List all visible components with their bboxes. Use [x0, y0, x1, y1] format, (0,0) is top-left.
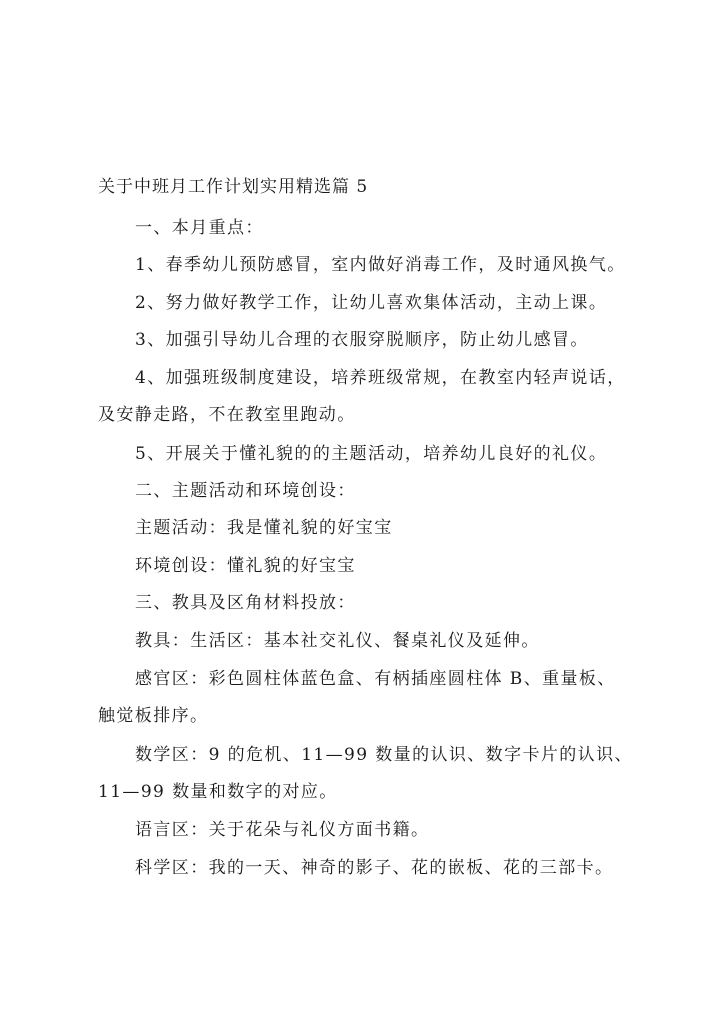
section-heading-theme: 二、主题活动和环境创设：: [135, 481, 356, 501]
theme-activity-line: 主题活动：我是懂礼貌的好宝宝: [135, 518, 393, 538]
section-heading-focus: 一、本月重点：: [135, 218, 264, 238]
materials-life-area: 教具：生活区：基本社交礼仪、餐桌礼仪及延伸。: [135, 631, 540, 651]
environment-line: 环境创设：懂礼貌的好宝宝: [135, 556, 356, 576]
materials-sensory-area: 感官区：彩色圆柱体蓝色盒、有柄插座圆柱体 B、重量板、: [135, 669, 616, 689]
paragraph-item-2: 2、努力做好教学工作，让幼儿喜欢集体活动，主动上课。: [135, 293, 608, 313]
materials-math-area: 数学区：9 的危机、11—99 数量的认识、数字卡片的认识、: [135, 745, 633, 765]
paragraph-item-4: 4、加强班级制度建设，培养班级常规，在教室内轻声说话，: [135, 368, 626, 388]
materials-science-area: 科学区：我的一天、神奇的影子、花的嵌板、花的三部卡。: [135, 858, 614, 878]
paragraph-item-4-continued: 及安静走路，不在教室里跑动。: [98, 405, 356, 425]
materials-math-continued: 11—99 数量和数字的对应。: [98, 782, 338, 802]
paragraph-item-1: 1、春季幼儿预防感冒，室内做好消毒工作，及时通风换气。: [135, 255, 626, 275]
materials-sensory-continued: 触觉板排序。: [98, 706, 209, 726]
section-heading-materials: 三、教具及区角材料投放：: [135, 593, 356, 613]
document-title: 关于中班月工作计划实用精选篇 5: [98, 177, 369, 197]
paragraph-item-5: 5、开展关于懂礼貌的的主题活动，培养幼儿良好的礼仪。: [135, 444, 608, 464]
materials-language-area: 语言区：关于花朵与礼仪方面书籍。: [135, 820, 430, 840]
paragraph-item-3: 3、加强引导幼儿合理的衣服穿脱顺序，防止幼儿感冒。: [135, 330, 589, 350]
